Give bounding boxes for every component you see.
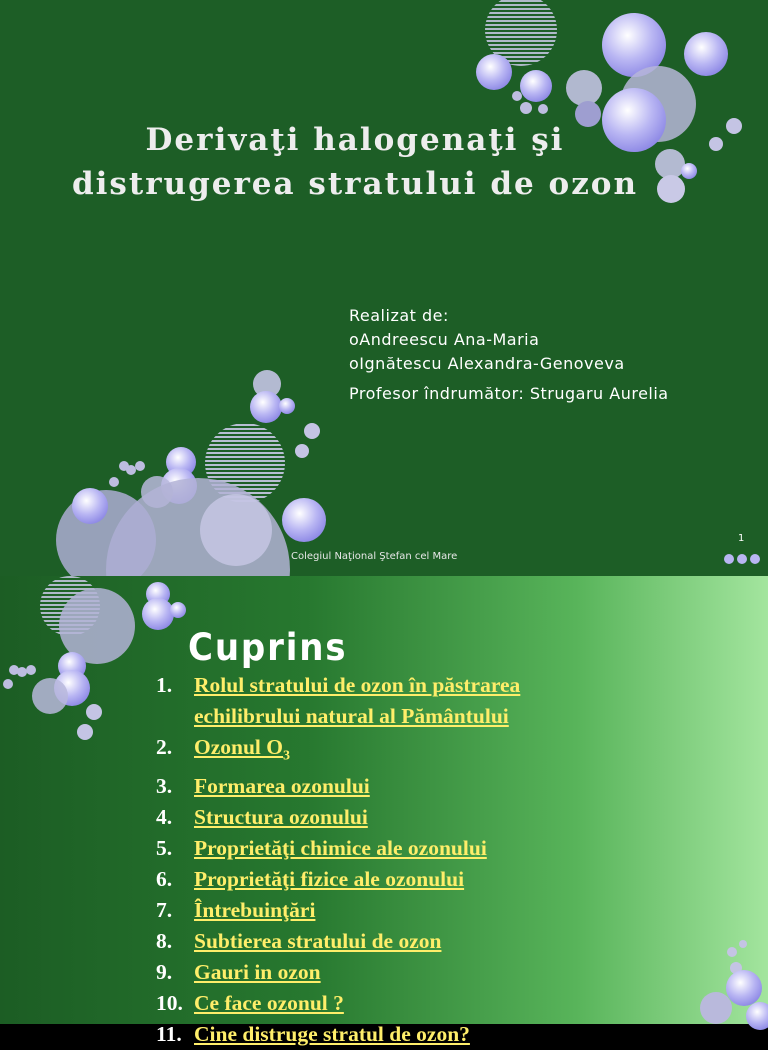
author-item: oIgnătescu Alexandra-Genoveva bbox=[349, 354, 625, 373]
toc-link[interactable]: Ozonul $O_3$ bbox=[194, 735, 291, 764]
toc-item[interactable]: 1. Rolul stratului de ozon în păstrarea bbox=[156, 670, 520, 701]
toc-item[interactable]: 10. Ce face ozonul ? bbox=[156, 988, 520, 1019]
slide-2 bbox=[0, 576, 768, 1047]
toc-item[interactable]: 4. Structura ozonului bbox=[156, 802, 520, 833]
title-line-1: Derivaţi halogenaţi şi bbox=[145, 122, 565, 158]
bullet-icon: o bbox=[349, 354, 360, 373]
toc-item[interactable]: 3. Formarea ozonului bbox=[156, 771, 520, 802]
toc-list bbox=[156, 670, 520, 1050]
toc-link[interactable]: Gauri in ozon bbox=[194, 960, 321, 985]
toc-heading: Cuprins bbox=[188, 626, 348, 669]
toc-link[interactable]: Formarea ozonului bbox=[194, 774, 370, 799]
toc-item[interactable]: 11. Cine distruge stratul de ozon? bbox=[156, 1019, 520, 1050]
toc-link[interactable]: Proprietăţi fizice ale ozonului bbox=[194, 867, 465, 892]
toc-item[interactable] bbox=[156, 701, 520, 732]
toc-item[interactable]: 6. Proprietăţi fizice ale ozonului bbox=[156, 864, 520, 895]
slide-title bbox=[60, 118, 650, 206]
toc-item[interactable]: 5. Proprietăţi chimice ale ozonului bbox=[156, 833, 520, 864]
title-line-2: distrugerea stratului de ozon bbox=[71, 166, 639, 202]
toc-item[interactable]: 7. Întrebuinţări bbox=[156, 895, 520, 926]
toc-link[interactable]: Rolul stratului de ozon în păstrarea bbox=[194, 673, 521, 697]
toc-item[interactable]: 2. Ozonul $O_3$ bbox=[156, 732, 520, 771]
toc-item[interactable]: 9. Gauri in ozon bbox=[156, 957, 520, 988]
nav-dots-icon[interactable] bbox=[723, 553, 765, 565]
toc-link[interactable]: Ce face ozonul ? bbox=[194, 991, 344, 1016]
author-item: oAndreescu Ana-Maria bbox=[349, 330, 540, 349]
toc-item[interactable]: 8. Subtierea stratului de ozon bbox=[156, 926, 520, 957]
toc-link[interactable]: Proprietăţi chimice ale ozonului bbox=[194, 836, 487, 861]
toc-link[interactable]: echilibrului natural al Pământului bbox=[194, 704, 509, 728]
toc-link[interactable]: Întrebuinţări bbox=[194, 898, 316, 923]
slide-footer: Colegiul Naţional Ştefan cel Mare bbox=[291, 551, 458, 562]
toc-link[interactable]: Structura ozonului bbox=[194, 805, 368, 830]
authors-block bbox=[349, 304, 669, 406]
bullet-icon: o bbox=[349, 330, 360, 349]
page-number: 1 bbox=[738, 533, 745, 544]
made-by-label: Realizat de: bbox=[349, 306, 449, 325]
toc-link[interactable]: Subtierea stratului de ozon bbox=[194, 929, 442, 954]
toc-link[interactable]: Cine distruge stratul de ozon? bbox=[194, 1022, 470, 1047]
supervisor-text: Profesor îndrumător: Strugaru Aurelia bbox=[349, 384, 669, 403]
